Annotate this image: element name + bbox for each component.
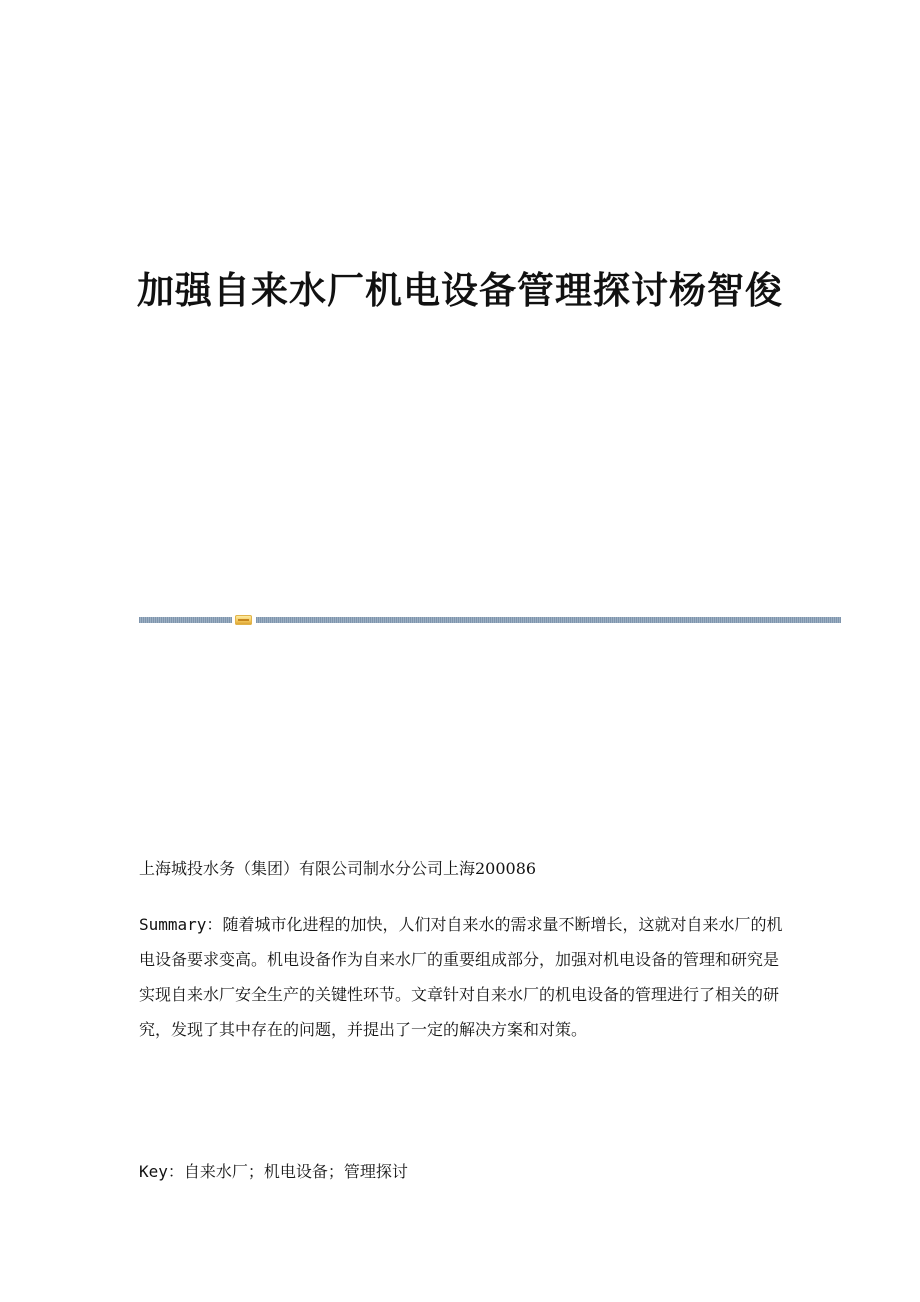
keywords-paragraph <box>139 1154 789 1189</box>
page-title: 加强自来水厂机电设备管理探讨杨智俊 <box>137 269 783 312</box>
divider-bar-left <box>139 617 232 623</box>
keywords-text: 自来水厂；机电设备；管理探讨 <box>183 1162 408 1181</box>
summary-text: 随着城市化进程的加快，人们对自来水的需求量不断增长，这就对自来水厂的机电设备要求变高。机电设备作为自来水厂的重要组成部分，加强对机电设备的管理和研究是实现自来水厂安全生产的关键性环节。文章针对自来水厂的机电设备的管理进行了相关的研究，发现了其中存在的问题，并提出了一定的解决方案和对策。 <box>139 915 783 1039</box>
divider-emblem-icon <box>235 615 252 625</box>
summary-label: Summary： <box>139 915 223 934</box>
title-divider <box>139 615 841 625</box>
keywords-label: Key： <box>139 1162 184 1181</box>
author-affiliation: 上海城投水务（集团）有限公司制水分公司上海200086 <box>139 859 537 878</box>
summary-paragraph <box>139 907 789 1047</box>
divider-bar-right <box>256 617 841 623</box>
